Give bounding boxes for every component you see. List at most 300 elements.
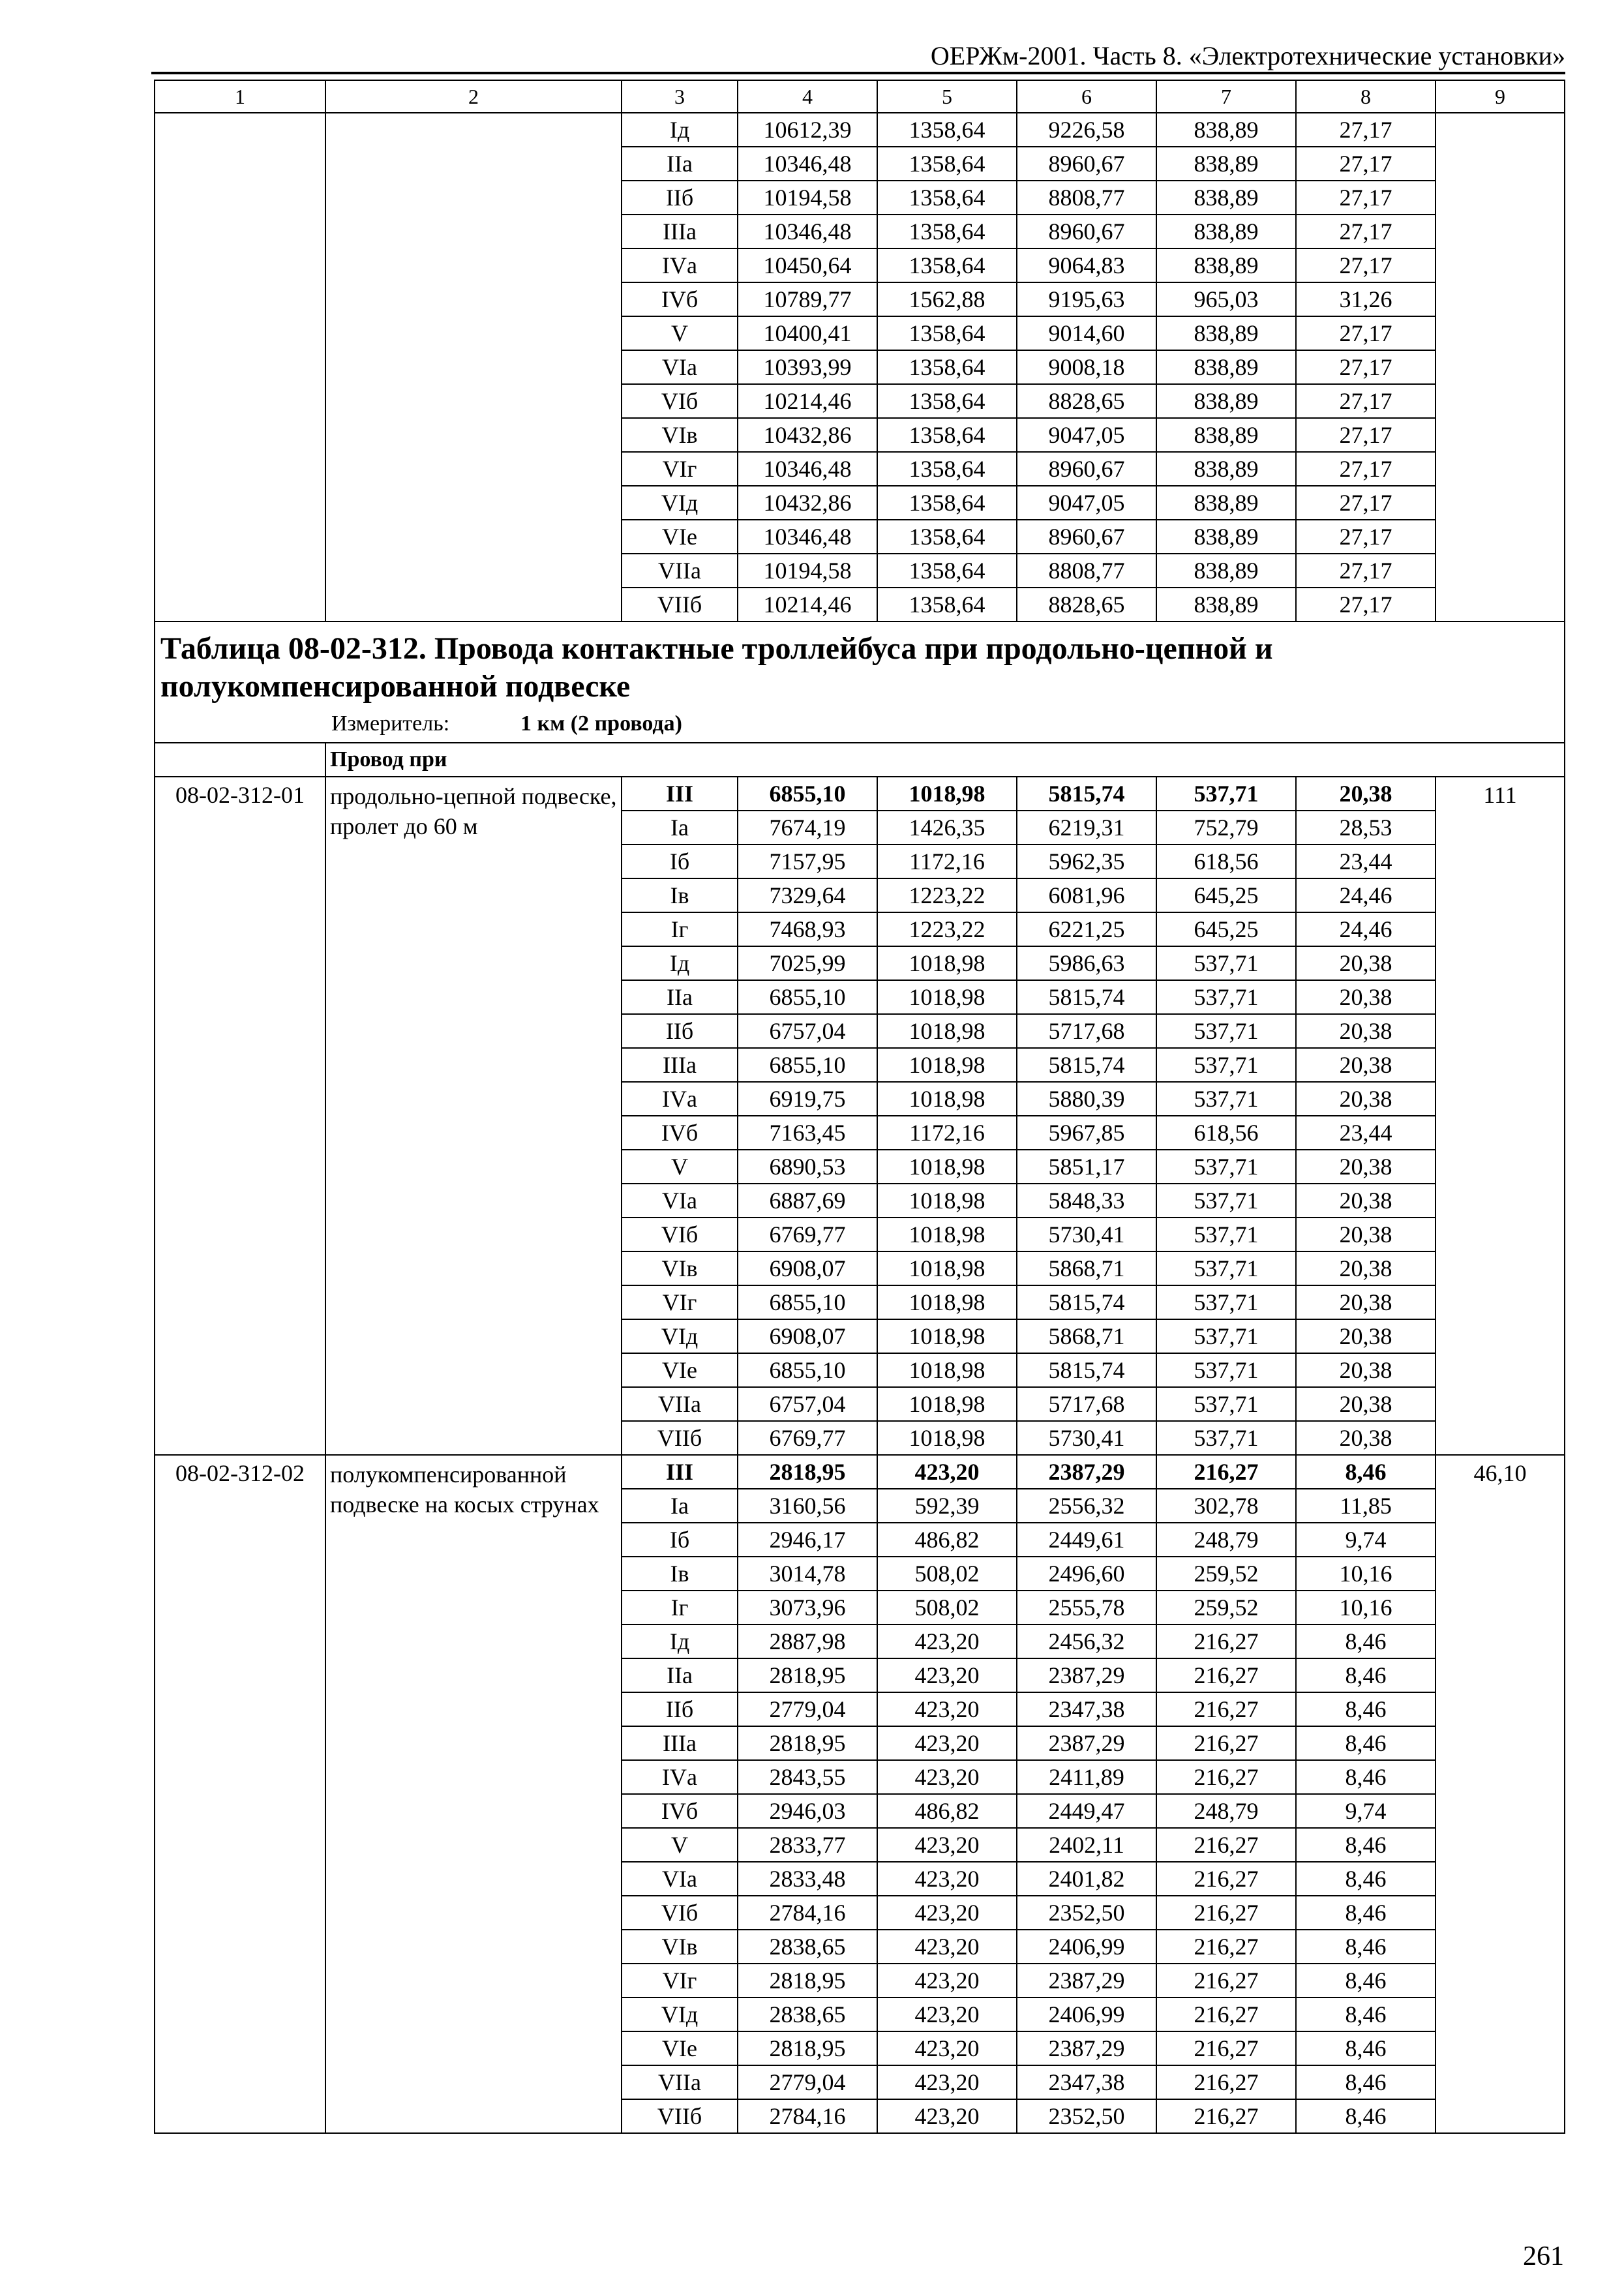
zone-cell: VIв [622,1930,738,1964]
value-cell: 1358,64 [877,181,1017,215]
value-cell: 1358,64 [877,316,1017,350]
column-number: 6 [1017,80,1156,113]
value-cell: 2352,50 [1017,1896,1156,1930]
value-cell: 5717,68 [1017,1014,1156,1048]
value-cell: 2411,89 [1017,1760,1156,1794]
zone-cell: VIIа [622,1387,738,1421]
value-cell: 6769,77 [738,1218,877,1251]
value-cell: 20,38 [1296,1421,1436,1455]
value-cell: 5717,68 [1017,1387,1156,1421]
value-cell: 216,27 [1156,1930,1296,1964]
value-cell: 5815,74 [1017,1353,1156,1387]
item-code: 08-02-312-01 [155,777,325,1455]
zone-cell: V [622,1150,738,1184]
table-title: Таблица 08-02-312. Провода контактные троллейбуса при продольно-цепной и полукомпенсированной подвеске [160,631,1273,704]
value-cell: 23,44 [1296,845,1436,878]
zone-cell: VIб [622,384,738,418]
value-cell: 2449,47 [1017,1794,1156,1828]
zone-cell: VIг [622,1285,738,1319]
value-cell: 216,27 [1156,2031,1296,2065]
value-cell: 5815,74 [1017,1048,1156,1082]
value-cell: 5730,41 [1017,1218,1156,1251]
value-cell: 6081,96 [1017,878,1156,912]
value-cell: 2818,95 [738,1455,877,1489]
value-cell: 2818,95 [738,1726,877,1760]
value-cell: 838,89 [1156,452,1296,486]
value-cell: 1562,88 [877,282,1017,316]
zone-cell: Iб [622,1523,738,1557]
value-cell: 27,17 [1296,248,1436,282]
value-cell: 216,27 [1156,1997,1296,2031]
value-cell: 20,38 [1296,1048,1436,1082]
value-cell: 838,89 [1156,350,1296,384]
code-cell [155,113,325,621]
value-cell: 2556,32 [1017,1489,1156,1523]
zone-cell: VIв [622,418,738,452]
header-rule [151,72,1565,74]
value-cell: 838,89 [1156,215,1296,248]
value-cell: 423,20 [877,1760,1017,1794]
value-cell: 23,44 [1296,1116,1436,1150]
value-cell: 537,71 [1156,1353,1296,1387]
value-cell: 8,46 [1296,1455,1436,1489]
zone-cell: V [622,1828,738,1862]
zone-cell: Iг [622,1591,738,1624]
value-cell: 537,71 [1156,1319,1296,1353]
value-cell: 8960,67 [1017,215,1156,248]
value-cell: 1172,16 [877,845,1017,878]
value-cell: 1358,64 [877,384,1017,418]
value-cell: 216,27 [1156,1726,1296,1760]
value-cell: 6908,07 [738,1251,877,1285]
price-table [154,80,1565,2134]
zone-cell: IVа [622,1760,738,1794]
value-cell: 486,82 [877,1794,1017,1828]
value-cell: 5815,74 [1017,777,1156,811]
value-cell: 216,27 [1156,1760,1296,1794]
value-cell: 1172,16 [877,1116,1017,1150]
value-cell: 8808,77 [1017,554,1156,588]
value-cell: 838,89 [1156,147,1296,181]
value-cell: 618,56 [1156,1116,1296,1150]
value-cell: 1018,98 [877,1319,1017,1353]
value-cell: 2838,65 [738,1997,877,2031]
zone-cell: VIIа [622,2065,738,2099]
value-cell: 10346,48 [738,215,877,248]
value-cell: 10214,46 [738,384,877,418]
value-cell: 27,17 [1296,452,1436,486]
value-cell: 2843,55 [738,1760,877,1794]
value-cell: 259,52 [1156,1557,1296,1591]
value-cell: 5868,71 [1017,1319,1156,1353]
value-cell: 6855,10 [738,1353,877,1387]
value-cell: 8,46 [1296,1930,1436,1964]
column-number: 1 [155,80,325,113]
value-cell: 7025,99 [738,946,877,980]
value-cell: 537,71 [1156,777,1296,811]
value-cell: 423,20 [877,1692,1017,1726]
value-cell: 423,20 [877,1964,1017,1997]
item-description: полукомпенсированной подвеске на косых струнах [325,1455,622,2133]
value-cell: 9,74 [1296,1794,1436,1828]
value-cell: 27,17 [1296,215,1436,248]
value-cell: 2456,32 [1017,1624,1156,1658]
value-cell: 6855,10 [738,1285,877,1319]
zone-cell: Iг [622,912,738,946]
unit-line [160,710,1559,738]
value-cell: 20,38 [1296,946,1436,980]
value-cell: 5815,74 [1017,980,1156,1014]
value-cell: 8,46 [1296,1896,1436,1930]
value-cell: 216,27 [1156,2065,1296,2099]
value-cell: 8828,65 [1017,588,1156,621]
column-number: 9 [1436,80,1565,113]
column-number: 3 [622,80,738,113]
value-cell: 1018,98 [877,1184,1017,1218]
value-cell: 20,38 [1296,1319,1436,1353]
value-cell: 10789,77 [738,282,877,316]
value-cell: 8,46 [1296,1692,1436,1726]
value-cell: 537,71 [1156,1251,1296,1285]
value-cell: 1358,64 [877,588,1017,621]
value-cell: 216,27 [1156,1692,1296,1726]
value-cell: 8960,67 [1017,147,1156,181]
value-cell: 1426,35 [877,811,1017,845]
value-cell: 486,82 [877,1523,1017,1557]
zone-cell: Iд [622,1624,738,1658]
value-cell: 537,71 [1156,1014,1296,1048]
value-cell: 216,27 [1156,1455,1296,1489]
value-cell: 10393,99 [738,350,877,384]
value-cell: 10432,86 [738,418,877,452]
value-cell: 2784,16 [738,2099,877,2133]
value-cell: 1358,64 [877,418,1017,452]
value-cell: 8960,67 [1017,452,1156,486]
value-cell: 838,89 [1156,486,1296,520]
value-cell: 248,79 [1156,1523,1296,1557]
value-cell: 8,46 [1296,1624,1436,1658]
value-cell: 1018,98 [877,980,1017,1014]
value-cell: 27,17 [1296,350,1436,384]
value-cell: 838,89 [1156,520,1296,554]
value-cell: 10450,64 [738,248,877,282]
value-cell: 1018,98 [877,1387,1017,1421]
value-cell: 2555,78 [1017,1591,1156,1624]
value-cell: 3073,96 [738,1591,877,1624]
value-cell: 965,03 [1156,282,1296,316]
value-cell: 5730,41 [1017,1421,1156,1455]
value-cell: 838,89 [1156,588,1296,621]
zone-cell: III [622,1455,738,1489]
value-cell: 8,46 [1296,2031,1436,2065]
value-cell: 423,20 [877,1997,1017,2031]
value-cell: 2347,38 [1017,1692,1156,1726]
value-cell: 537,71 [1156,1048,1296,1082]
value-cell: 2347,38 [1017,2065,1156,2099]
value-cell: 6855,10 [738,1048,877,1082]
value-cell: 216,27 [1156,1828,1296,1862]
value-cell: 838,89 [1156,418,1296,452]
zone-cell: IVа [622,248,738,282]
value-cell: 10194,58 [738,554,877,588]
value-cell: 423,20 [877,1896,1017,1930]
value-cell: 1358,64 [877,147,1017,181]
value-cell: 2402,11 [1017,1828,1156,1862]
running-header: ОЕРЖм-2001. Часть 8. «Электротехнические установки» [930,41,1565,70]
item-price: 46,10 [1436,1455,1565,2133]
value-cell: 2387,29 [1017,1455,1156,1489]
zone-cell: VIа [622,1862,738,1896]
description-cell [325,113,622,621]
value-cell: 7157,95 [738,845,877,878]
value-cell: 752,79 [1156,811,1296,845]
zone-cell: VIе [622,2031,738,2065]
value-cell: 2818,95 [738,1964,877,1997]
value-cell: 1018,98 [877,1048,1017,1082]
value-cell: 10432,86 [738,486,877,520]
value-cell: 1018,98 [877,1014,1017,1048]
zone-cell: VIа [622,350,738,384]
value-cell: 6855,10 [738,980,877,1014]
value-cell: 9,74 [1296,1523,1436,1557]
price-cell [1436,113,1565,621]
item-price: 111 [1436,777,1565,1455]
value-cell: 10612,39 [738,113,877,147]
value-cell: 10194,58 [738,181,877,215]
value-cell: 10,16 [1296,1591,1436,1624]
zone-cell: VIе [622,1353,738,1387]
zone-cell: IVб [622,282,738,316]
value-cell: 1358,64 [877,486,1017,520]
value-cell: 20,38 [1296,1353,1436,1387]
value-cell: 27,17 [1296,181,1436,215]
value-cell: 8828,65 [1017,384,1156,418]
value-cell: 6221,25 [1017,912,1156,946]
value-cell: 7468,93 [738,912,877,946]
value-cell: 27,17 [1296,384,1436,418]
value-cell: 423,20 [877,2031,1017,2065]
value-cell: 248,79 [1156,1794,1296,1828]
value-cell: 9008,18 [1017,350,1156,384]
zone-cell: IVа [622,1082,738,1116]
zone-cell: VIг [622,1964,738,1997]
value-cell: 423,20 [877,1828,1017,1862]
value-cell: 216,27 [1156,1624,1296,1658]
zone-cell: Iд [622,946,738,980]
value-cell: 20,38 [1296,1150,1436,1184]
zone-cell: IIа [622,1658,738,1692]
value-cell: 9226,58 [1017,113,1156,147]
column-number: 8 [1296,80,1436,113]
zone-cell: IIа [622,147,738,181]
zone-cell: IIIа [622,1048,738,1082]
value-cell: 9195,63 [1017,282,1156,316]
value-cell: 423,20 [877,1455,1017,1489]
zone-cell: Iв [622,878,738,912]
value-cell: 10346,48 [738,520,877,554]
value-cell: 6757,04 [738,1387,877,1421]
value-cell: 216,27 [1156,1964,1296,1997]
value-cell: 5967,85 [1017,1116,1156,1150]
zone-cell: IVб [622,1794,738,1828]
value-cell: 9047,05 [1017,418,1156,452]
value-cell: 216,27 [1156,1896,1296,1930]
value-cell: 838,89 [1156,181,1296,215]
value-cell: 645,25 [1156,878,1296,912]
value-cell: 20,38 [1296,1251,1436,1285]
value-cell: 6757,04 [738,1014,877,1048]
value-cell: 27,17 [1296,520,1436,554]
value-cell: 10346,48 [738,147,877,181]
zone-cell: IIб [622,1014,738,1048]
value-cell: 2887,98 [738,1624,877,1658]
value-cell: 1223,22 [877,912,1017,946]
value-cell: 24,46 [1296,878,1436,912]
zone-cell: IIб [622,1692,738,1726]
value-cell: 5851,17 [1017,1150,1156,1184]
value-cell: 537,71 [1156,1387,1296,1421]
column-number: 4 [738,80,877,113]
value-cell: 20,38 [1296,1184,1436,1218]
value-cell: 1358,64 [877,215,1017,248]
value-cell: 2946,03 [738,1794,877,1828]
value-cell: 27,17 [1296,554,1436,588]
value-cell: 20,38 [1296,1082,1436,1116]
value-cell: 838,89 [1156,554,1296,588]
value-cell: 423,20 [877,1862,1017,1896]
empty-cell [155,743,325,777]
column-number: 2 [325,80,622,113]
value-cell: 20,38 [1296,777,1436,811]
value-cell: 6908,07 [738,1319,877,1353]
value-cell: 2401,82 [1017,1862,1156,1896]
value-cell: 423,20 [877,2099,1017,2133]
value-cell: 5986,63 [1017,946,1156,980]
value-cell: 8,46 [1296,1997,1436,2031]
unit-label: Измеритель: [331,711,450,736]
value-cell: 20,38 [1296,1218,1436,1251]
value-cell: 618,56 [1156,845,1296,878]
value-cell: 1223,22 [877,878,1017,912]
value-cell: 423,20 [877,1624,1017,1658]
value-cell: 9064,83 [1017,248,1156,282]
value-cell: 27,17 [1296,113,1436,147]
item-description: продольно-цепной подвеске, пролет до 60 м [325,777,622,1455]
value-cell: 1358,64 [877,248,1017,282]
value-cell: 2946,17 [738,1523,877,1557]
value-cell: 1018,98 [877,1082,1017,1116]
zone-cell: Iб [622,845,738,878]
value-cell: 8960,67 [1017,520,1156,554]
zone-cell: VIб [622,1218,738,1251]
value-cell: 7329,64 [738,878,877,912]
value-cell: 6769,77 [738,1421,877,1455]
value-cell: 10,16 [1296,1557,1436,1591]
zone-cell: IIIа [622,215,738,248]
value-cell: 508,02 [877,1557,1017,1591]
value-cell: 10346,48 [738,452,877,486]
value-cell: 8,46 [1296,2099,1436,2133]
value-cell: 1358,64 [877,350,1017,384]
value-cell: 2784,16 [738,1896,877,1930]
table-title-cell [155,621,1565,743]
value-cell: 2387,29 [1017,1726,1156,1760]
value-cell: 645,25 [1156,912,1296,946]
zone-cell: IVб [622,1116,738,1150]
value-cell: 423,20 [877,1726,1017,1760]
value-cell: 10400,41 [738,316,877,350]
zone-cell: VIд [622,1997,738,2031]
value-cell: 1018,98 [877,1150,1017,1184]
value-cell: 8,46 [1296,1828,1436,1862]
value-cell: 2496,60 [1017,1557,1156,1591]
zone-cell: Iа [622,811,738,845]
value-cell: 423,20 [877,1658,1017,1692]
column-number-row [155,80,1565,113]
value-cell: 8,46 [1296,1726,1436,1760]
zone-cell: Iв [622,1557,738,1591]
value-cell: 1018,98 [877,1251,1017,1285]
zone-cell: VIIб [622,588,738,621]
value-cell: 2387,29 [1017,2031,1156,2065]
value-cell: 216,27 [1156,1862,1296,1896]
value-cell: 8808,77 [1017,181,1156,215]
value-cell: 27,17 [1296,147,1436,181]
value-cell: 7163,45 [738,1116,877,1150]
value-cell: 1358,64 [877,113,1017,147]
value-cell: 3014,78 [738,1557,877,1591]
table-row [155,1455,1565,1489]
subheading: Провод при [325,743,1565,777]
zone-cell: VIд [622,486,738,520]
value-cell: 838,89 [1156,113,1296,147]
zone-cell: IIб [622,181,738,215]
value-cell: 6887,69 [738,1184,877,1218]
value-cell: 8,46 [1296,1760,1436,1794]
value-cell: 216,27 [1156,1658,1296,1692]
value-cell: 1018,98 [877,946,1017,980]
value-cell: 6219,31 [1017,811,1156,845]
zone-cell: VIг [622,452,738,486]
value-cell: 20,38 [1296,1014,1436,1048]
value-cell: 20,38 [1296,1387,1436,1421]
zone-cell: VIе [622,520,738,554]
value-cell: 20,38 [1296,1285,1436,1319]
value-cell: 2387,29 [1017,1964,1156,1997]
zone-cell: IIа [622,980,738,1014]
value-cell: 1018,98 [877,1421,1017,1455]
table-title-row [155,621,1565,743]
value-cell: 27,17 [1296,316,1436,350]
value-cell: 28,53 [1296,811,1436,845]
value-cell: 838,89 [1156,316,1296,350]
value-cell: 537,71 [1156,1285,1296,1319]
zone-cell: V [622,316,738,350]
value-cell: 537,71 [1156,1218,1296,1251]
zone-cell: Iд [622,113,738,147]
value-cell: 537,71 [1156,1082,1296,1116]
zone-cell: VIIб [622,2099,738,2133]
value-cell: 11,85 [1296,1489,1436,1523]
value-cell: 20,38 [1296,980,1436,1014]
value-cell: 537,71 [1156,1184,1296,1218]
value-cell: 9014,60 [1017,316,1156,350]
value-cell: 5880,39 [1017,1082,1156,1116]
zone-cell: VIб [622,1896,738,1930]
value-cell: 423,20 [877,2065,1017,2099]
zone-cell: VIIб [622,1421,738,1455]
value-cell: 2818,95 [738,1658,877,1692]
